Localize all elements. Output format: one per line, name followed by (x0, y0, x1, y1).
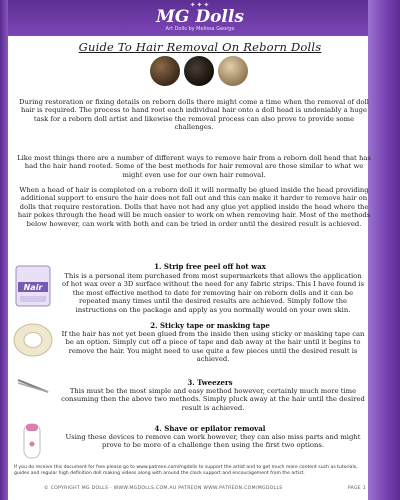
hair-swatch-dark-image (184, 56, 214, 86)
epilator-image (18, 420, 46, 460)
intro-paragraph-1: During restoration or fixing details on reborn dolls there might come a time when the removal of doll hair is required. The process to hand root each individual hair onto a doll head is undeniably a huge task for a reborn doll artist and likewise the removal process can also prove to provide some challenges. (19, 98, 369, 132)
intro-paragraph-2: Like most things there are a number of different ways to remove hair from a reborn doll head that has had the hair hand rooted. Some of the best methods for hair removal are those similar to what we might even use for our own hair removal. (17, 154, 371, 179)
section-2-title: 2. Sticky tape or masking tape (150, 321, 270, 330)
logo-mark-icon: ✦✦✦ (189, 1, 211, 9)
tweezers-image (16, 376, 50, 396)
hair-swatch-row (150, 56, 250, 86)
logo-title: MG Dolls (156, 7, 244, 27)
brand-logo (152, 2, 248, 32)
footer-copyright: © COPYRIGHT MG DOLLS · WWW.MGDOLLS.COM.AU PATREON WWW.PATREON.COM/MGDOLLS (44, 486, 283, 491)
support-footnote: If you do receive this document for free please go to www.patreon.com/mgdolls to support the artist and to get much more content such as tutorials, guides and regular high definition doll making videos along with around the clock support and encouragement from the artist. (14, 465, 358, 476)
wax-brand-label: Nair (23, 283, 43, 292)
wax-product-image (14, 262, 52, 310)
section-4-body: Using these devices to remove can work however, they can also miss parts and might prove to be more of a challenge then using the first two options. (65, 433, 361, 450)
intro-paragraph-3: When a head of hair is completed on a reborn doll it will normally be glued inside the head providing additional support to ensure the hair does not fall out and this can make it harder to remove hair on dolls that require restoration. Dolls that have not had any glue yet applied inside the head where the hair pokes through the head will be much easier to work on when removing hair. Most of the methods below however, can work with both and can be tried in order until the desired result is achieved. (17, 186, 371, 228)
hair-swatch-brown-image (150, 56, 180, 86)
hair-swatch-blonde-image (218, 56, 248, 86)
tape-roll-image (12, 322, 54, 358)
document-title: Guide To Hair Removal On Reborn Dolls (78, 40, 322, 54)
section-2-body: If the hair has not yet been glued from the inside then using sticky or masking tape can be an option. Simply cut off a piece of tape and dab away at the hair until it begins to remove the hair. You might need to use quite a few pieces until the desired result is achieved. (61, 330, 365, 364)
left-border (0, 0, 8, 500)
section-3-body: This must be the most simple and easy method however, certainly much more time consuming then the above two methods. Simply pluck away at the hair until the desired result is achieved. (61, 387, 365, 412)
logo-subtitle: Art Dolls by Melissa George (165, 26, 235, 32)
section-3-title: 3. Tweezers (187, 378, 233, 387)
section-1-title: 1. Strip free peel off hot wax (154, 262, 266, 271)
page-footer (14, 484, 374, 494)
footer-page-number: PAGE 1 (347, 486, 366, 491)
right-border (368, 0, 400, 500)
section-4-title: 4. Shave or epilator removal (154, 424, 266, 433)
section-1-body: This is a personal item purchased from most supermarkets that allows the application of hot wax over a 3D surface without the need for any fabric strips. This I have found is the most effective method to date for removing hair on reborn dolls and it can be repeated many times until the desired results are achieved. Simply follow the instructions on the package and apply as you normally would on your own skin. (62, 272, 364, 314)
